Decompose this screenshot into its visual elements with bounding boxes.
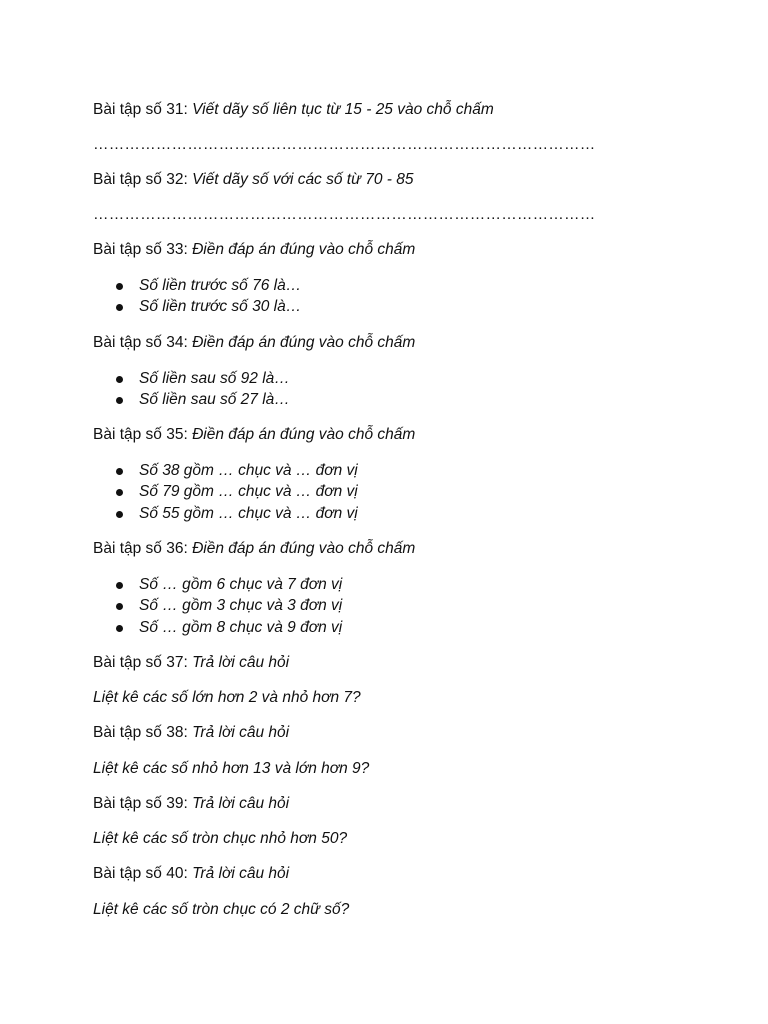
exercise-33-text: Điền đáp án đúng vào chỗ chấm — [192, 241, 416, 258]
list-item-text: Số … gồm 3 chục và 3 đơn vị — [139, 597, 343, 615]
list-item — [93, 503, 693, 524]
bullet-icon — [116, 489, 123, 496]
list-item — [93, 296, 693, 317]
exercise-36-heading — [93, 539, 693, 559]
bullet-icon — [116, 625, 123, 632]
bullet-icon — [116, 511, 123, 518]
list-item-text: Số … gồm 6 chục và 7 đơn vị — [139, 576, 343, 594]
exercise-34-title: Bài tập số 34: — [93, 333, 188, 351]
exercise-37-title: Bài tập số 37: — [93, 653, 188, 671]
list-item-text: Số 38 gồm … chục và … đơn vị — [139, 462, 358, 480]
exercise-36-list — [93, 574, 693, 638]
list-item-text: Số 79 gồm … chục và … đơn vị — [139, 483, 358, 501]
exercise-38-title: Bài tập số 38: — [93, 724, 188, 742]
exercise-34-text: Điền đáp án đúng vào chỗ chấm — [192, 333, 416, 351]
document-page — [93, 100, 693, 935]
exercise-35-list — [93, 460, 693, 524]
list-item — [93, 617, 693, 638]
bullet-icon — [116, 582, 123, 589]
list-item-text: Số liền sau số 92 là… — [139, 369, 290, 387]
exercise-32-heading — [93, 170, 693, 190]
bullet-icon — [116, 304, 123, 311]
exercise-34-heading — [93, 333, 693, 353]
exercise-40-heading — [93, 864, 693, 884]
exercise-36-title: Bài tập số 36: — [93, 540, 188, 558]
exercise-39-heading — [93, 794, 693, 814]
list-item-text: Số … gồm 8 chục và 9 đơn vị — [139, 618, 343, 636]
exercise-31-heading — [93, 100, 693, 120]
bullet-icon — [116, 468, 123, 475]
exercise-39-title: Bài tập số 39: — [93, 794, 188, 812]
exercise-31-title: Bài tập số 31: — [93, 101, 188, 118]
list-item-text: Số liền trước số 76 là… — [139, 277, 302, 294]
exercise-37-question: Liệt kê các số lớn hơn 2 và nhỏ hơn 7? — [93, 689, 361, 707]
exercise-31-answer-line: …………………………………………………………………………………… — [93, 136, 596, 153]
exercise-40-text: Trả lời câu hỏi — [192, 865, 290, 883]
bullet-icon — [116, 603, 123, 610]
exercise-38-heading — [93, 723, 693, 743]
bullet-icon — [116, 283, 123, 290]
exercise-40-title: Bài tập số 40: — [93, 865, 188, 883]
exercise-36-text: Điền đáp án đúng vào chỗ chấm — [192, 540, 416, 558]
exercise-35-heading — [93, 425, 693, 445]
list-item-text: Số 55 gồm … chục và … đơn vị — [139, 504, 358, 522]
list-item — [93, 368, 693, 389]
exercise-38-text: Trả lời câu hỏi — [192, 724, 290, 742]
bullet-icon — [116, 376, 123, 383]
exercise-31-text: Viết dãy số liên tục từ 15 - 25 vào chỗ chấm — [192, 101, 494, 118]
list-item-text: Số liền sau số 27 là… — [139, 390, 290, 408]
exercise-40-question: Liệt kê các số tròn chục có 2 chữ số? — [93, 900, 350, 918]
exercise-37-heading — [93, 653, 693, 673]
exercise-33-title: Bài tập số 33: — [93, 241, 188, 258]
exercise-33-heading — [93, 240, 693, 260]
exercise-35-title: Bài tập số 35: — [93, 426, 188, 444]
exercise-37-text: Trả lời câu hỏi — [192, 653, 290, 671]
exercise-32-text: Viết dãy số với các số từ 70 - 85 — [192, 171, 414, 188]
exercise-35-text: Điền đáp án đúng vào chỗ chấm — [192, 426, 416, 444]
list-item — [93, 460, 693, 481]
exercise-34-list — [93, 368, 693, 411]
list-item — [93, 595, 693, 616]
exercise-38-question: Liệt kê các số nhỏ hơn 13 và lớn hơn 9? — [93, 759, 370, 777]
list-item — [93, 275, 693, 296]
list-item-text: Số liền trước số 30 là… — [139, 298, 302, 316]
list-item — [93, 574, 693, 595]
bullet-icon — [116, 397, 123, 404]
list-item — [93, 389, 693, 410]
exercise-33-list — [93, 275, 693, 318]
exercise-39-question: Liệt kê các số tròn chục nhỏ hơn 50? — [93, 830, 348, 848]
list-item — [93, 481, 693, 502]
exercise-32-answer-line: …………………………………………………………………………………… — [93, 206, 596, 223]
exercise-39-text: Trả lời câu hỏi — [192, 794, 290, 812]
exercise-32-title: Bài tập số 32: — [93, 171, 188, 188]
